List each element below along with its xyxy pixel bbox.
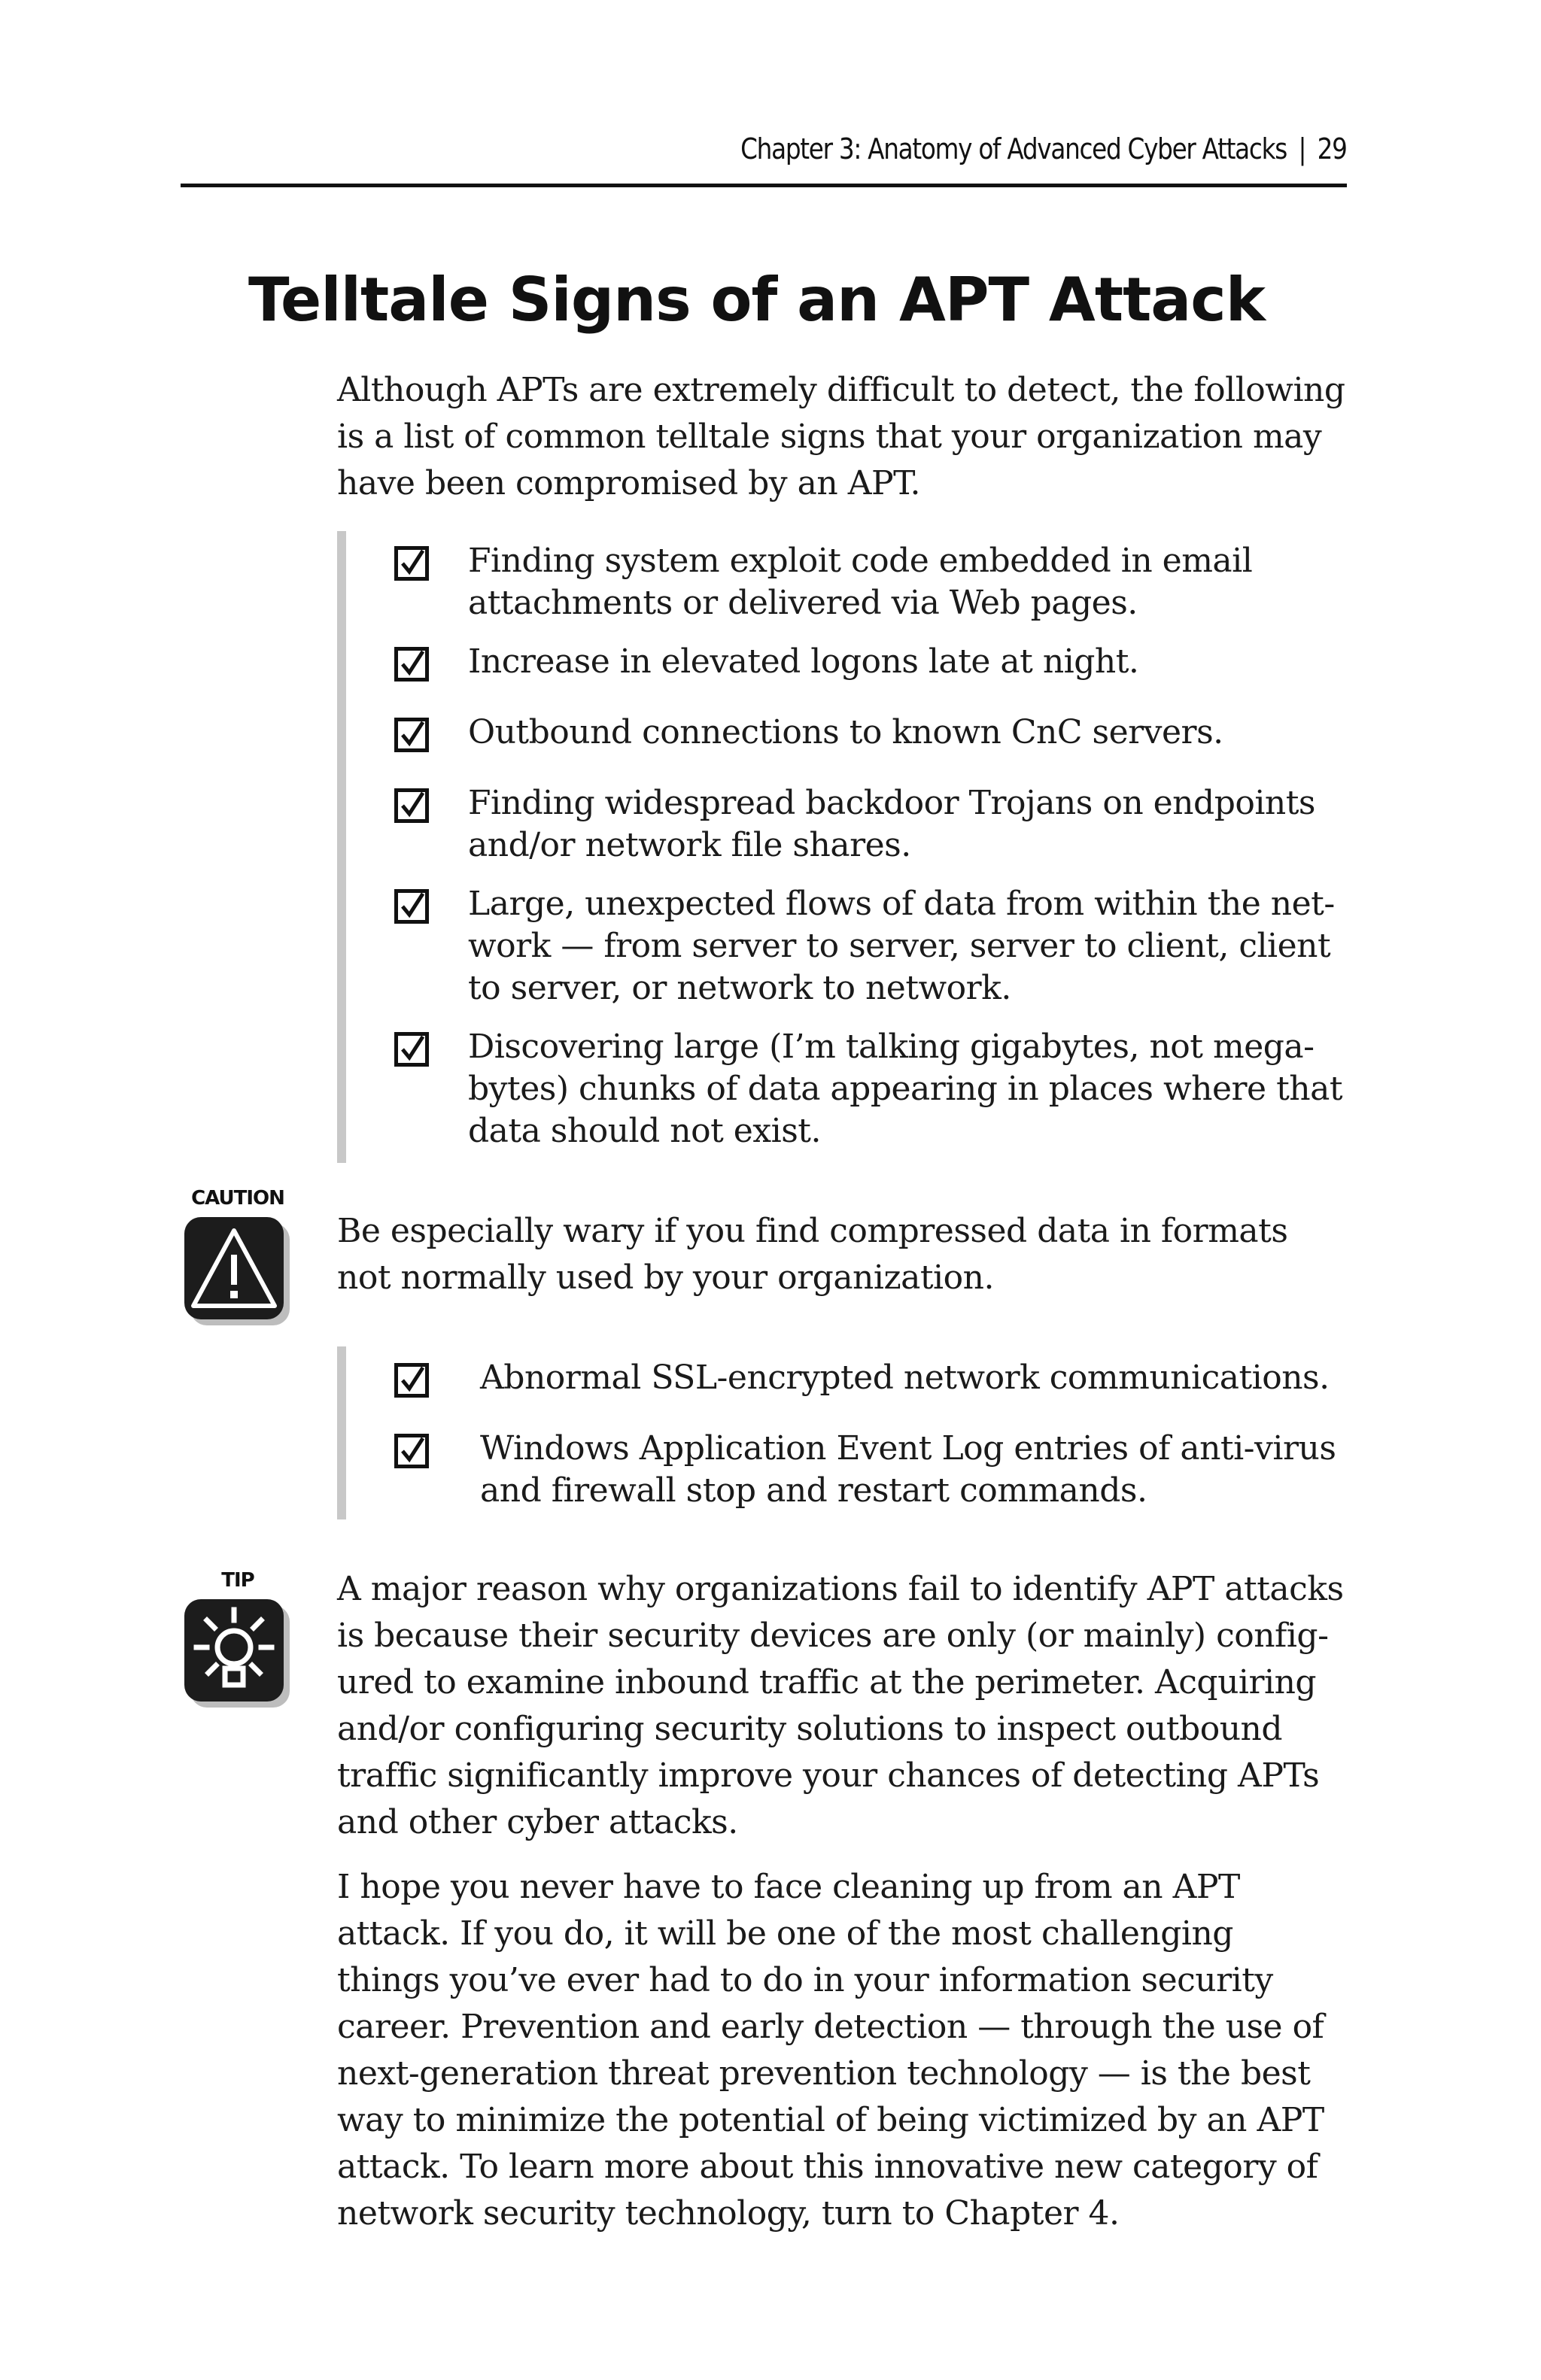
caution-callout-icon: [181, 1187, 295, 1327]
list-item-text: Large, unexpected flows of data from within the network — from server to server, server to client, client to server, or network to network.: [468, 885, 1336, 1007]
section-title: Telltale Signs of an APT Attack: [248, 265, 1265, 335]
list-item-text: Finding widespread backdoor Trojans on endpoints and/or network file shares.: [468, 784, 1316, 864]
caution-triangle-icon: [184, 1217, 291, 1327]
list-item: [346, 883, 1345, 1009]
list-item-text: Windows Application Event Log entries of anti-virus and firewall stop and restart commands.: [480, 1429, 1336, 1510]
tip-text: A major reason why organizations fail to identify APT attacks is because their security devices are only (or mainly) configured to examine inbound traffic at the perimeter. Acquiring and/or configuring security solutions to inspect outbound traffic significantly improve your chances of detecting APTs and other cyber attacks.: [337, 1570, 1344, 1841]
list-item: [346, 712, 1345, 754]
list-item: [346, 1357, 1345, 1399]
header-rule: [181, 184, 1347, 187]
running-header: [181, 132, 1347, 185]
closing-paragraph: I hope you never have to face cleaning up from an APT attack. If you do, it will be one of the most challenging things you’ve ever had to do in your information security career. Prevention and early detection — through the use of next-generation threat prevention technology — is the best way to minimize the potential of being victimized by an APT attack. To learn more about this innovative new category of network security technology, turn to Chapter 4.: [337, 1868, 1324, 2233]
chapter-title: Chapter 3: Anatomy of Advanced Cyber Attacks: [740, 132, 1287, 165]
checkbox-icon: [394, 889, 429, 924]
intro-paragraph: Although APTs are extremely difficult to detect, the following is a list of common telltale signs that your organization may have been compromised by an APT.: [337, 371, 1345, 502]
list-item-text: Increase in elevated logons late at night.: [468, 642, 1139, 681]
tip-label: TIP: [221, 1569, 254, 1592]
checkbox-icon: [394, 1363, 429, 1398]
list-item: [346, 782, 1345, 867]
checklist-secondary: [337, 1346, 1345, 1519]
list-item: [346, 1026, 1345, 1152]
lightbulb-icon: [184, 1599, 291, 1709]
list-item: [346, 540, 1345, 624]
checkbox-icon: [394, 647, 429, 682]
list-item: [346, 641, 1345, 683]
checkbox-icon: [394, 788, 429, 823]
tip-callout-icon: [181, 1569, 295, 1709]
checkbox-icon: [394, 1032, 429, 1067]
checklist-primary: [337, 531, 1345, 1163]
header-separator: |: [1298, 132, 1306, 165]
page-number: 29: [1317, 132, 1347, 165]
checkbox-icon: [394, 546, 429, 581]
list-item-text: Finding system exploit code embedded in email attachments or delivered via Web pages.: [468, 542, 1253, 622]
list-item-text: Abnormal SSL-encrypted network communications.: [480, 1358, 1330, 1397]
list-item-text: Outbound connections to known CnC servers.: [468, 713, 1223, 751]
checkbox-icon: [394, 1434, 429, 1468]
running-head-text: [740, 132, 1347, 165]
caution-label: CAUTION: [191, 1187, 284, 1210]
caution-text: Be especially wary if you find compressed data in formats not normally used by your organization.: [337, 1212, 1288, 1297]
list-item: [346, 1428, 1345, 1512]
checkbox-icon: [394, 718, 429, 752]
list-item-text: Discovering large (I’m talking gigabytes, not megabytes) chunks of data appearing in places where that data should not exist.: [468, 1028, 1342, 1150]
